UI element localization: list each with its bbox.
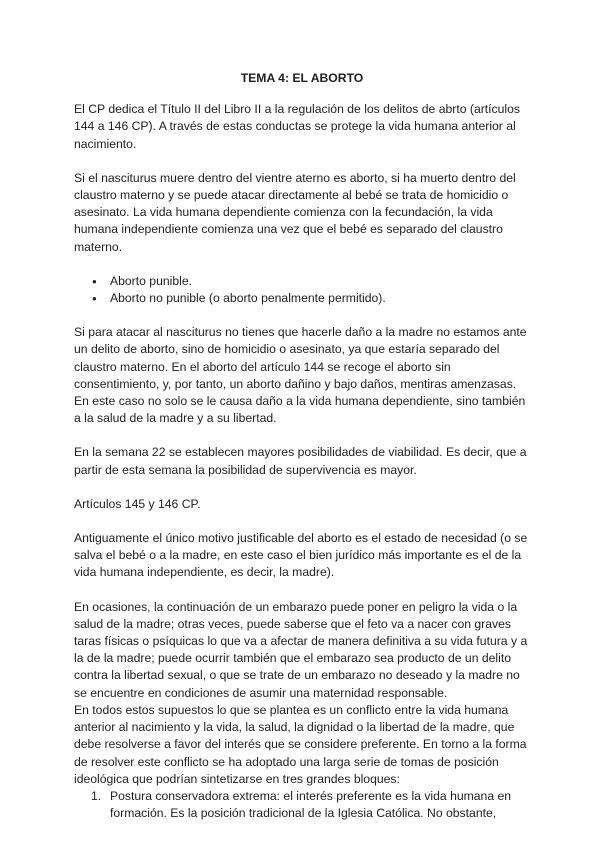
list-item: ● Aborto punible. bbox=[110, 273, 530, 290]
abortion-types-list bbox=[74, 273, 530, 307]
list-item: ● Aborto no punible (o aborto penalmente permitido). bbox=[110, 290, 530, 307]
paragraph-situations: En ocasiones, la continuación de un embarazo puede poner en peligro la vida o la salud de la madre; otras veces, puede saberse que el feto va a nacer con graves taras físicas o psíquicas lo que va a afectar de manera definitiva a su vida futura y a la de la madre; puede ocurrir también que el embarazo sea producto de un delito contra la libertad sexual, o que se trate de un embarazo no deseado y la madre no se encuentre en condiciones de asumir una maternidad responsable. bbox=[74, 599, 528, 700]
document-title: TEMA 4: EL ABORTO bbox=[240, 71, 364, 85]
document-body bbox=[74, 70, 530, 822]
paragraph-definitions: Si el nasciturus muere dentro del vientre aterno es aborto, si ha muerto dentro del claustro materno y se puede atacar directamente al bebé se trata de homicidio o asesinato. La vida humana dependiente comienza con la fecundación, la vida humana independiente comienza una vez que el bebé es separado del claustro materno. bbox=[74, 170, 516, 254]
list-item bbox=[91, 788, 530, 822]
positions-list bbox=[74, 788, 530, 822]
paragraph-articles-145-146: Artículos 145 y 146 CP. bbox=[74, 496, 201, 511]
paragraph-week-22: En la semana 22 se establecen mayores posibilidades de viabilidad. Es decir, que a partir de esta semana la posibilidad de supervivencia es mayor. bbox=[74, 445, 527, 477]
paragraph-necessity: Antiguamente el único motivo justificable del aborto es el estado de necesidad (o se salva el bebé o a la madre, en este caso el bien jurídico más importante es el de la vida humana independiente, es decir, la madre). bbox=[74, 531, 528, 580]
list-item-text: Postura conservadora extrema: el interés preferente es la vida humana en formación. Es la posición tradicional de la Iglesia Católica. No obstante, bbox=[110, 788, 512, 821]
list-item-number: 1. bbox=[91, 788, 102, 803]
paragraph-article-144: Si para atacar al nasciturus no tienes que hacerle daño a la madre no estamos ante un delito de aborto, sino de homicidio o asesinato, ya que estaría separado del claustro materno. En el aborto del artículo 144 se recoge el aborto sin consentimiento, y, por tanto, un aborto dañino y bajo daños, mentiras amenzasas. En este caso no solo se le causa daño a la vida humana dependiente, sino también a la salud de la madre y a su libertad. bbox=[74, 325, 527, 426]
paragraph-intro: El CP dedica el Título II del Libro II a la regulación de los delitos de abrto (artículos 144 a 146 CP). A través de estas conductas se protege la vida humana anterior al nacimiento. bbox=[74, 102, 520, 151]
paragraph-conflict: En todos estos supuestos lo que se plantea es un conflicto entre la vida humana anterior al nacimiento y la vida, la salud, la dignidad o la libertad de la madre, que debe resolverse a favor del interés que se considere preferente. En torno a la forma de resolver este conflicto se ha adoptado una larga serie de tomas de posición ideológica que podrían sintetizarse en tres grandes bloques: bbox=[74, 702, 527, 786]
